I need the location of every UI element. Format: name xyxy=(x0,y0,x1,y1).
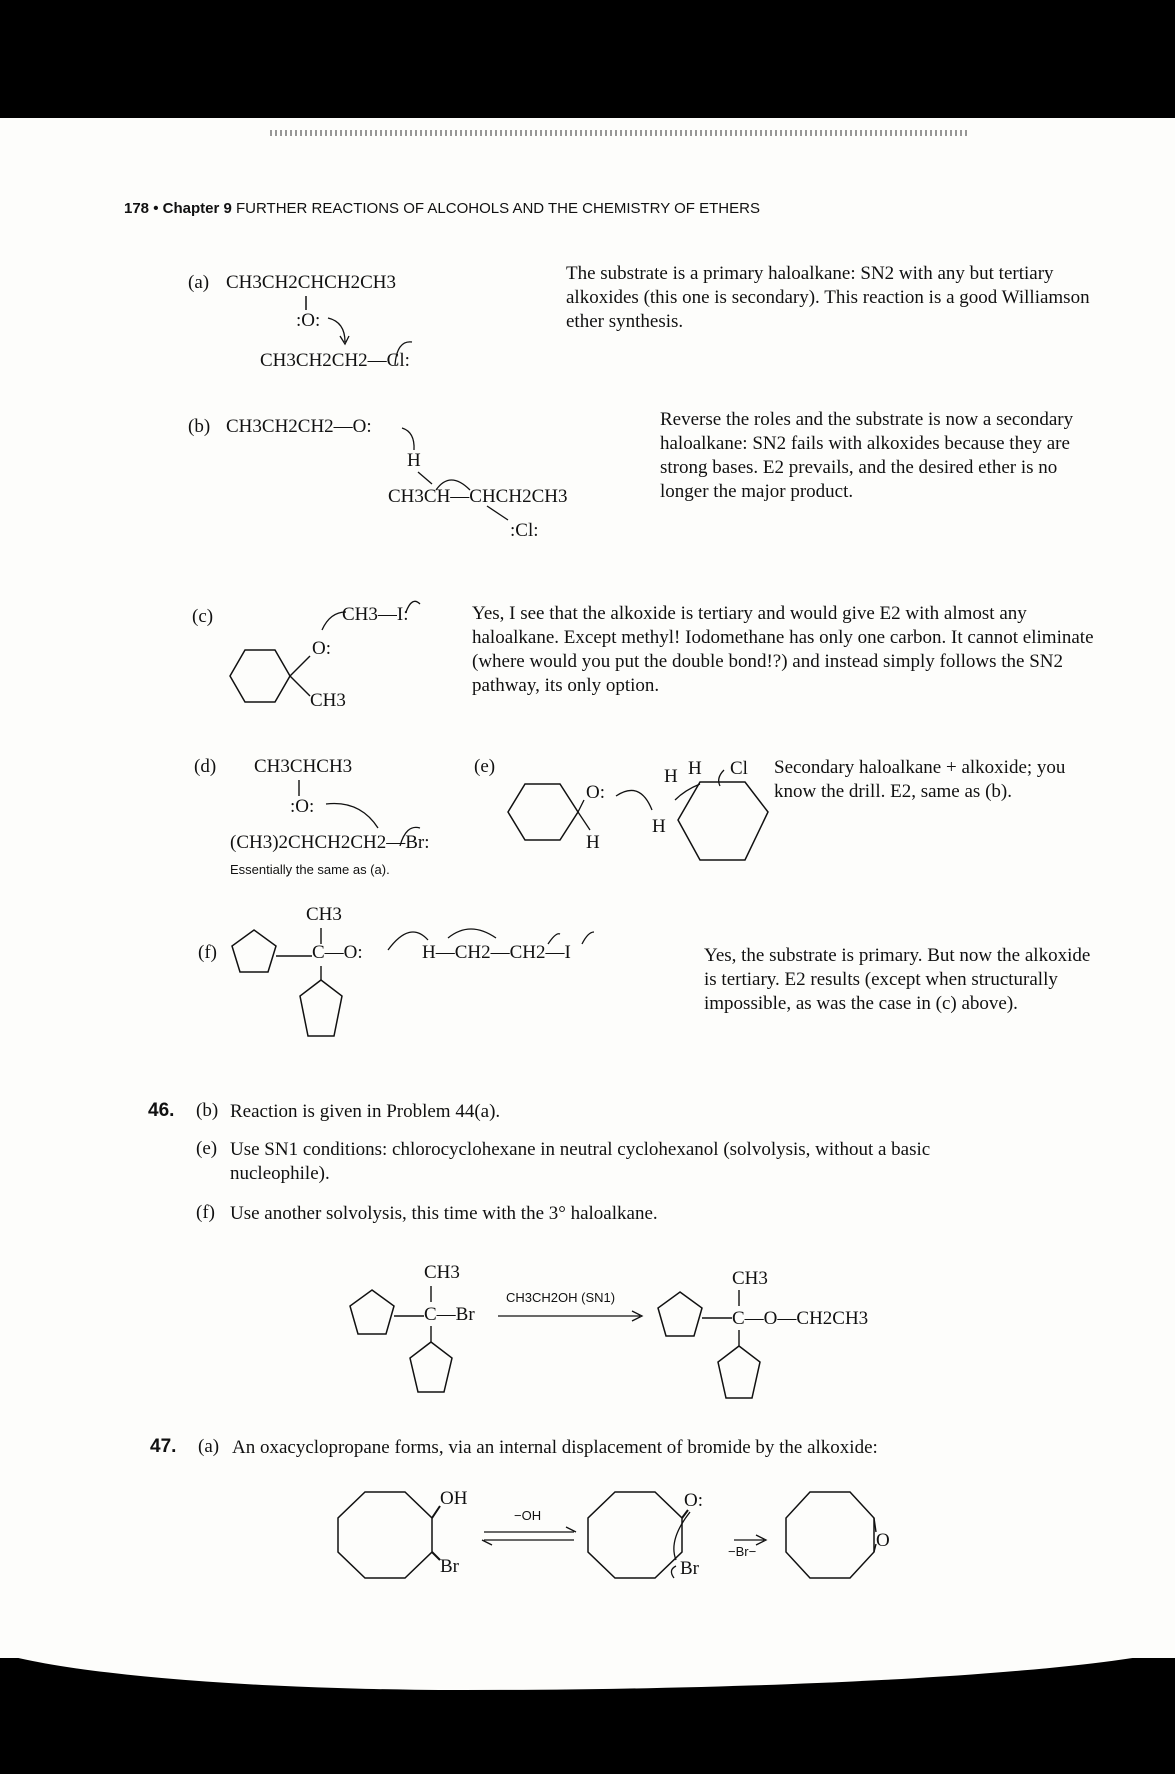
item-d-chem-o: :O: xyxy=(290,796,315,817)
item-b-label: (b) xyxy=(188,416,211,437)
problem-46-number: 46. xyxy=(148,1100,175,1121)
item-d-note: Essentially the same as (a). xyxy=(230,862,390,877)
item-b-chem-top: CH3CH2CH2—O: xyxy=(226,416,372,437)
item-c-text: Yes, I see that the alkoxide is tertiary and would give E2 with almost any haloalkane. Except methyl! Iodomethane has only one carbon. It cannot eliminate (where would you put the double bond!?) and instead simply follows the SN2 pathway, its only option. xyxy=(472,603,1094,696)
rxn46-product: C—O—CH2CH3 xyxy=(732,1308,869,1329)
item-a-text: The substrate is a primary haloalkane: SN2 with any but tertiary alkoxides (this one is secondary). This reaction is a good Williamson ether synthesis. xyxy=(566,263,1090,332)
item-f-chem-chain: H—CH2—CH2—I xyxy=(422,942,571,963)
item-e-chem-h3: H xyxy=(688,758,702,779)
item-e-text: Secondary haloalkane + alkoxide; you know the drill. E2, same as (b). xyxy=(774,757,1066,802)
item-e-label: (e) xyxy=(474,756,496,777)
rxn47-reagent: −OH xyxy=(514,1508,542,1523)
cyclooctane-ring-1 xyxy=(338,1492,432,1578)
header-bullet: • xyxy=(153,200,159,217)
problem-46-e-label: (e) xyxy=(196,1138,218,1159)
item-f-chem-ch3: CH3 xyxy=(306,904,342,925)
item-a-chem-o: :O: xyxy=(296,310,321,331)
problem-46-f-text: Use another solvolysis, this time with the 3° haloalkane. xyxy=(230,1203,658,1224)
item-f-text: Yes, the substrate is primary. But now the alkoxide is tertiary. E2 results (except when structurally impossible, as was the case in (c) above). xyxy=(704,945,1091,1014)
cyclooctane-ring-3 xyxy=(786,1492,874,1578)
item-c-chem-o: O: xyxy=(312,638,331,659)
chapter-title: FURTHER REACTIONS OF ALCOHOLS AND THE CHEMISTRY OF ETHERS xyxy=(236,200,760,217)
rxn46-ch3-right: CH3 xyxy=(732,1268,768,1289)
rxn46-reagent: CH3CH2OH (SN1) xyxy=(506,1290,616,1305)
rxn46-ch3-left: CH3 xyxy=(424,1262,460,1283)
rxn47-o-minus: O: xyxy=(684,1490,703,1511)
item-d-label: (d) xyxy=(194,756,217,777)
item-b-chem-cl: :Cl: xyxy=(510,520,539,541)
item-a-chem-bottom: CH3CH2CH2—Cl: xyxy=(260,350,410,371)
rxn46-cbr: C—Br xyxy=(424,1304,475,1325)
item-a-label: (a) xyxy=(188,272,210,293)
problem-47-number: 47. xyxy=(150,1436,177,1457)
rxn47-loss: −Br− xyxy=(728,1544,757,1559)
item-e-chem-h1: H xyxy=(586,832,600,853)
problem-46-b-label: (b) xyxy=(196,1100,219,1121)
item-d-chem-top: CH3CHCH3 xyxy=(254,756,353,777)
problem-47-a-text: An oxacyclopropane forms, via an internal displacement of bromide by the alkoxide: xyxy=(232,1437,878,1458)
item-f-chem-c: C—O: xyxy=(312,942,363,963)
rxn47-br1: Br xyxy=(440,1556,459,1577)
item-b-chem-mid: CH3CH—CHCH2CH3 xyxy=(388,486,568,507)
problem-46-f-label: (f) xyxy=(196,1202,215,1223)
problem-46-b-text: Reaction is given in Problem 44(a). xyxy=(230,1101,501,1122)
rxn47-oh: OH xyxy=(440,1488,468,1509)
item-b-text: Reverse the roles and the substrate is now a secondary haloalkane: SN2 fails with alkoxides because they are strong bases. E2 prevails, and the desired ether is no longer the major product. xyxy=(660,409,1074,502)
chapter-label: Chapter 9 xyxy=(162,200,232,217)
item-b-chem-h: H xyxy=(407,450,421,471)
item-a-chem-top: CH3CH2CHCH2CH3 xyxy=(226,272,396,293)
item-f-label: (f) xyxy=(198,942,217,963)
rxn47-epoxide-o: O xyxy=(876,1530,890,1551)
item-c-chem-ch3i: CH3—I: xyxy=(342,604,409,625)
item-c-label: (c) xyxy=(192,606,214,627)
rxn47-br2: Br xyxy=(680,1558,699,1579)
item-e-chem-cl: Cl xyxy=(730,758,748,779)
item-e-chem-o: O: xyxy=(586,782,605,803)
cyclooctane-ring-2 xyxy=(588,1492,682,1578)
problem-46-e-text: Use SN1 conditions: chlorocyclohexane in neutral cyclohexanol (solvolysis, without a basic nucleophile). xyxy=(230,1139,931,1184)
page-number: 178 xyxy=(124,200,150,217)
problem-47-a-label: (a) xyxy=(198,1436,220,1457)
item-c-chem-ch3: CH3 xyxy=(310,690,346,711)
item-e-chem-h2: H xyxy=(664,766,678,787)
item-e-chem-h4: H xyxy=(652,816,666,837)
item-d-chem-bottom: (CH3)2CHCH2CH2—Br: xyxy=(230,832,430,853)
